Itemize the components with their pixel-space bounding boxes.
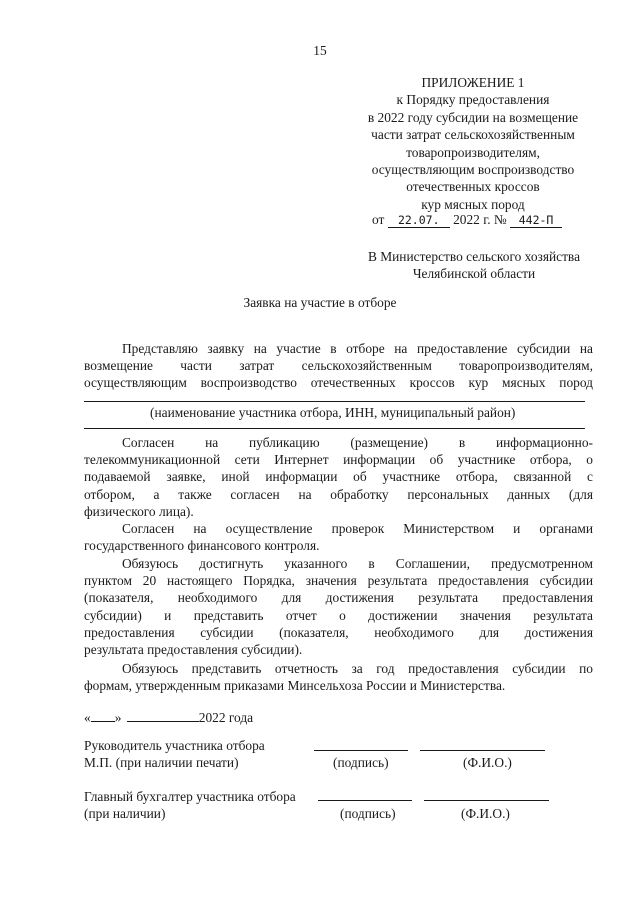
appendix-line: товаропроизводителям,: [406, 144, 540, 160]
accountant-name-label: (Ф.И.О.): [461, 806, 510, 821]
appendix-line: части затрат сельскохозяйственным: [371, 127, 575, 143]
head-signature-label: (подпись): [333, 755, 389, 770]
participant-caption: (наименование участника отбора, ИНН, муниципальный район): [150, 405, 516, 420]
paragraph-line: субсидии) и представить отчет о достижении значения результата: [84, 607, 593, 623]
paragraph-line: физического лица).: [84, 503, 194, 519]
head-title: Руководитель участника отбора: [84, 738, 265, 753]
paragraph-line: пунктом 20 настоящего Порядка, значения результата предоставления субсидии: [84, 573, 593, 589]
accountant-name-line: [424, 800, 549, 801]
head-name-line: [420, 750, 545, 751]
paragraph-line: Обязуюсь представить отчетность за год предоставления субсидии по: [122, 661, 593, 676]
paragraph-line: Согласен на публикацию (размещение) в информационно-: [122, 435, 593, 450]
paragraph-line: Обязуюсь достигнуть указанного в Соглашении, предусмотренном: [122, 556, 593, 571]
addressee-line: Челябинской области: [412, 266, 536, 282]
appendix-line: к Порядку предоставления: [396, 92, 550, 108]
day-blank: [91, 709, 115, 722]
appendix-header: [346, 74, 600, 213]
commitment-result-paragraph: [84, 555, 593, 658]
head-name-label: (Ф.И.О.): [463, 755, 512, 770]
appendix-line: отечественных кроссов: [406, 179, 540, 195]
paragraph-line: возмещение части затрат сельскохозяйственным товаропроизводителям,: [84, 358, 593, 374]
order-number: 442-П: [510, 213, 562, 228]
paragraph-line: Согласен на осуществление проверок Министерством и органами: [122, 521, 593, 536]
paragraph-line: (показателя, необходимого для достижения результата предоставления: [84, 590, 593, 606]
accountant-signature-label: (подпись): [340, 806, 396, 821]
intro-paragraph: [84, 340, 593, 392]
paragraph-line: подаваемой заявке, иной информации об участнике отбора, связанной с: [84, 469, 593, 485]
paragraph-line: осуществляющим воспроизводство отечественных кроссов кур мясных пород: [84, 375, 593, 391]
accountant-signature-line: [318, 800, 412, 801]
application-date: [84, 709, 253, 726]
appendix-line: в 2022 году субсидии на возмещение: [367, 109, 579, 125]
participant-fill-line-2: [84, 428, 585, 429]
paragraph-line: результата предоставления субсидии).: [84, 642, 303, 658]
accountant-title: Главный бухгалтер участника отбора: [84, 789, 296, 804]
participant-fill-line: [84, 401, 585, 402]
accountant-note: (при наличии): [84, 806, 166, 821]
commitment-report-paragraph: [84, 660, 593, 694]
addressee: [344, 248, 604, 283]
date-open-quote: «: [84, 710, 91, 725]
year-text: 2022 г. №: [453, 212, 507, 227]
addressee-line: В Министерство сельского хозяйства: [367, 249, 581, 264]
appendix-line: кур мясных пород: [421, 196, 525, 212]
paragraph-line: Представляю заявку на участие в отборе на предоставление субсидии на: [122, 341, 593, 356]
date-year-text: 2022 года: [198, 710, 254, 725]
head-stamp-note: М.П. (при наличии печати): [84, 755, 239, 770]
month-blank: [127, 709, 199, 722]
paragraph-line: государственного финансового контроля.: [84, 538, 320, 554]
date-close-quote: »: [114, 710, 122, 725]
date-prefix: от: [372, 212, 385, 227]
date-value: 22.07.: [388, 213, 450, 228]
document-title: Заявка на участие в отборе: [243, 295, 397, 310]
paragraph-line: формам, утвержденным приказами Минсельхоза России и Министерства.: [84, 678, 506, 694]
paragraph-line: предоставления субсидии (показателя, необходимого для достижения: [84, 624, 593, 640]
appendix-title: ПРИЛОЖЕНИЕ 1: [421, 75, 525, 90]
paragraph-line: телекоммуникационной сети Интернет информации об участнике отбора, о: [84, 452, 593, 468]
consent-publication-paragraph: [84, 434, 593, 520]
appendix-date-line: [372, 211, 562, 228]
paragraph-line: отбором, а также согласен на обработку персональных данных (для: [84, 486, 593, 502]
page-number: 15: [313, 43, 327, 58]
head-signature-line: [314, 750, 408, 751]
appendix-line: осуществляющим воспроизводство: [371, 162, 575, 178]
consent-checks-paragraph: [84, 520, 593, 554]
